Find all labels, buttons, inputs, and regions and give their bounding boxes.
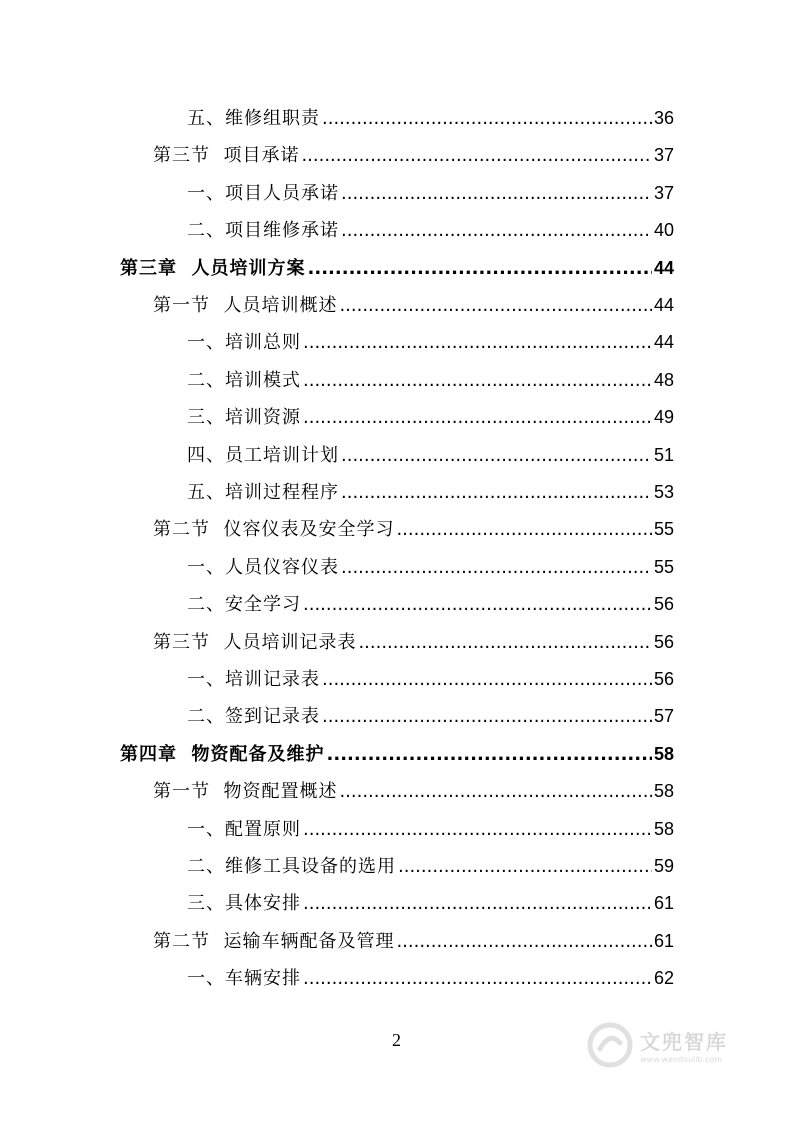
- toc-entry[interactable]: [153, 923, 674, 960]
- toc-entry[interactable]: [187, 848, 674, 885]
- toc-dot-leader: [303, 362, 652, 399]
- toc-entry[interactable]: [153, 624, 674, 661]
- toc-entry-page: 48: [653, 369, 674, 390]
- toc-entry-page: 37: [653, 145, 674, 166]
- toc-entry-title: 第三节 项目承诺: [153, 145, 300, 167]
- toc-entry-page: 44: [653, 332, 674, 353]
- toc-entry-page: 51: [653, 444, 674, 465]
- toc-entry-title: 第三节 人员培训记录表: [153, 631, 357, 653]
- toc-dot-leader: [327, 736, 652, 773]
- toc-dot-leader: [341, 474, 652, 511]
- watermark-url: www.wendoulib.com: [640, 1055, 723, 1064]
- toc-entry[interactable]: [120, 250, 674, 287]
- toc-entry[interactable]: [187, 811, 674, 848]
- toc-entry-page: 55: [653, 519, 674, 540]
- toc-dot-leader: [339, 287, 652, 324]
- toc-entry-page: 56: [653, 594, 674, 615]
- toc-dot-leader: [322, 698, 652, 735]
- toc-dot-leader: [322, 100, 652, 137]
- toc-entry-page: 58: [653, 818, 674, 839]
- toc-entry-page: 44: [653, 295, 674, 315]
- toc-entry-title: 五、培训过程程序: [187, 482, 339, 503]
- toc-entry-title: 第二节 仪容仪表及安全学习: [153, 519, 395, 541]
- toc-dot-leader: [301, 137, 652, 174]
- toc-dot-leader: [303, 960, 652, 997]
- toc-entry[interactable]: [187, 586, 674, 623]
- toc-entry-page: 49: [653, 407, 674, 428]
- toc-entry-page: 62: [653, 968, 674, 989]
- toc-entry-page: 53: [653, 482, 674, 502]
- toc-entry[interactable]: [153, 137, 674, 174]
- toc-entry-title: 一、车辆安排: [187, 968, 301, 990]
- toc-dot-leader: [398, 848, 652, 885]
- toc-dot-leader: [358, 624, 652, 661]
- toc-entry[interactable]: [187, 474, 674, 511]
- toc-entry-title: 第一节 物资配置概述: [153, 781, 338, 803]
- toc-entry[interactable]: [120, 736, 674, 773]
- toc-entry-page: 59: [653, 856, 674, 876]
- toc-entry[interactable]: [153, 287, 674, 324]
- toc-entry-page: 57: [653, 706, 674, 727]
- toc-dot-leader: [396, 923, 652, 960]
- toc-entry[interactable]: [153, 511, 674, 548]
- toc-entry[interactable]: [187, 362, 674, 399]
- toc-entry-title: 二、签到记录表: [187, 706, 320, 728]
- toc-dot-leader: [341, 549, 652, 586]
- toc-entry-page: 36: [653, 108, 674, 128]
- watermark-logo-icon: [586, 1021, 634, 1069]
- toc-entry-title: 四、员工培训计划: [187, 444, 339, 466]
- toc-dot-leader: [322, 661, 652, 698]
- toc-entry-page: 37: [653, 182, 674, 203]
- toc-entry-title: 二、培训模式: [187, 369, 301, 391]
- toc-entry-title: 一、培训记录表: [187, 669, 320, 690]
- toc-dot-leader: [303, 586, 652, 623]
- toc-dot-leader: [339, 773, 652, 810]
- toc-entry-page: 61: [653, 930, 674, 951]
- toc-dot-leader: [341, 175, 652, 212]
- toc-entry-title: 第二节 运输车辆配备及管理: [153, 930, 395, 952]
- toc-entry-title: 第三章 人员培训方案: [120, 257, 306, 279]
- toc-entry-title: 第一节 人员培训概述: [153, 295, 338, 316]
- toc-entry-title: 第四章 物资配备及维护: [120, 743, 325, 765]
- toc-entry[interactable]: [187, 437, 674, 474]
- toc-dot-leader: [341, 212, 652, 249]
- toc-entry-title: 二、项目维修承诺: [187, 220, 339, 242]
- toc-entry[interactable]: [187, 212, 674, 249]
- toc-entry-title: 二、维修工具设备的选用: [187, 856, 396, 877]
- toc-entry[interactable]: [187, 175, 674, 212]
- toc-entry-page: 61: [653, 893, 674, 914]
- toc-entry-title: 三、培训资源: [187, 407, 301, 429]
- toc-dot-leader: [303, 885, 652, 922]
- toc-entry-page: 55: [653, 556, 674, 577]
- toc-dot-leader: [303, 399, 652, 436]
- toc-entry[interactable]: [153, 773, 674, 810]
- toc-entry-page: 44: [653, 257, 674, 278]
- toc-entry-title: 五、维修组职责: [187, 108, 320, 129]
- toc-dot-leader: [303, 324, 652, 361]
- toc-entry[interactable]: [187, 960, 674, 997]
- watermark-title: 文兜智库: [640, 1030, 728, 1054]
- watermark: [586, 1018, 756, 1072]
- toc-entry-title: 二、安全学习: [187, 594, 301, 616]
- toc-entry-page: 56: [653, 631, 674, 652]
- toc-entry-title: 一、培训总则: [187, 332, 301, 354]
- toc-dot-leader: [396, 511, 652, 548]
- page-number: 2: [392, 1030, 401, 1050]
- toc-entry-title: 一、配置原则: [187, 818, 301, 840]
- toc-entry-page: 58: [653, 781, 674, 802]
- toc-entry[interactable]: [187, 885, 674, 922]
- toc-entry-title: 一、人员仪容仪表: [187, 556, 339, 578]
- toc-entry[interactable]: [187, 399, 674, 436]
- toc-entry[interactable]: [187, 549, 674, 586]
- toc-entry-page: 58: [653, 743, 674, 764]
- toc-dot-leader: [308, 250, 652, 287]
- toc-entry[interactable]: [187, 324, 674, 361]
- toc-entry-page: 40: [653, 220, 674, 241]
- toc-entry-title: 一、项目人员承诺: [187, 182, 339, 204]
- toc-entry-page: 56: [653, 669, 674, 689]
- toc-entry-title: 三、具体安排: [187, 893, 301, 915]
- toc-dot-leader: [303, 811, 652, 848]
- toc-entry[interactable]: [187, 661, 674, 698]
- toc-dot-leader: [341, 437, 652, 474]
- toc-entry[interactable]: [187, 100, 674, 137]
- toc-entry[interactable]: [187, 698, 674, 735]
